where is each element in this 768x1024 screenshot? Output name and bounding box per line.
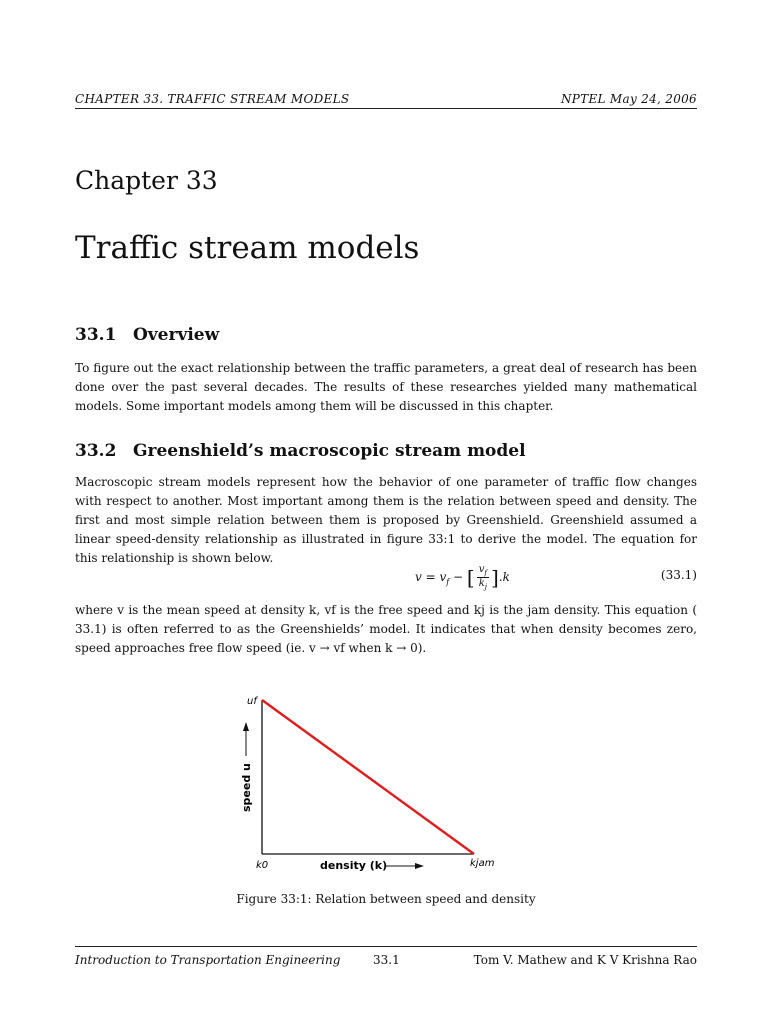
figure-caption: Figure 33:1: Relation between speed and density <box>236 892 536 906</box>
right-bracket: ] <box>490 565 499 590</box>
chapter-number: Chapter 33 <box>75 166 218 195</box>
equation-body: $v = v_f$ − [ $\frac{v_f}{k_j}$ ].k <box>415 564 510 591</box>
equation-explanation-paragraph <box>75 601 697 658</box>
paragraph-text: To figure out the exact relationship between the traffic parameters, a great deal of research has been done over the past several decades. The results of these researches yielded many mathematical models. Some important models among them will be discussed in this chapter. <box>75 361 697 413</box>
footer-rule <box>75 946 697 947</box>
y-axis-label: speed u <box>240 763 253 812</box>
chapter-title: Traffic stream models <box>75 230 420 266</box>
section-heading-greenshield <box>75 441 526 461</box>
speed-density-line <box>262 700 474 854</box>
x-axis-label: density (k) <box>320 859 388 872</box>
fraction: $\frac{v_f}{k_j}$ <box>478 564 487 591</box>
x-axis-arrowhead <box>415 863 424 869</box>
equation-33-1 <box>75 558 697 594</box>
greenshield-paragraph <box>75 473 697 568</box>
running-header-right: NPTEL May 24, 2006 <box>561 92 697 106</box>
y-tick-label-uf: uf <box>247 696 257 707</box>
header-rule <box>75 108 697 109</box>
running-header <box>75 92 697 106</box>
section-heading-overview <box>75 325 219 345</box>
section-title: Overview <box>133 325 220 345</box>
speed-density-chart <box>0 680 768 880</box>
section-number: 33.2 <box>75 441 117 461</box>
equation-number: (33.1) <box>660 568 697 582</box>
overview-paragraph <box>75 359 697 416</box>
y-axis-arrowhead <box>243 722 249 731</box>
page-number: 33.1 <box>373 953 400 967</box>
paragraph-text: where v is the mean speed at density k, vf is the free speed and kj is the jam density. This equation ( 33.1) is often referred to as the Greenshields’ model. It indicates that when density becomes zero, speed approaches free flow speed (ie. v → vf when k → 0). <box>75 603 697 655</box>
section-title: Greenshield’s macroscopic stream model <box>133 441 526 461</box>
paragraph-text: Macroscopic stream models represent how the behavior of one parameter of traffic flow changes with respect to another. Most important among them is the relation between speed and density. The first and most simple relation between them is proposed by Greenshield. Greenshield assumed a linear speed-density relationship as illustrated in figure 33:1 to derive the model. The equation for this relationship is shown below. <box>75 475 697 565</box>
x-tick-label-k0: k0 <box>256 860 269 871</box>
footer-right: Tom V. Mathew and K V Krishna Rao <box>473 953 697 967</box>
footer-left: Introduction to Transportation Engineering <box>75 953 341 967</box>
x-tick-label-kjam: kjam <box>470 858 495 869</box>
section-number: 33.1 <box>75 325 117 345</box>
running-header-left: CHAPTER 33. TRAFFIC STREAM MODELS <box>75 92 350 106</box>
left-bracket: [ <box>466 565 475 590</box>
